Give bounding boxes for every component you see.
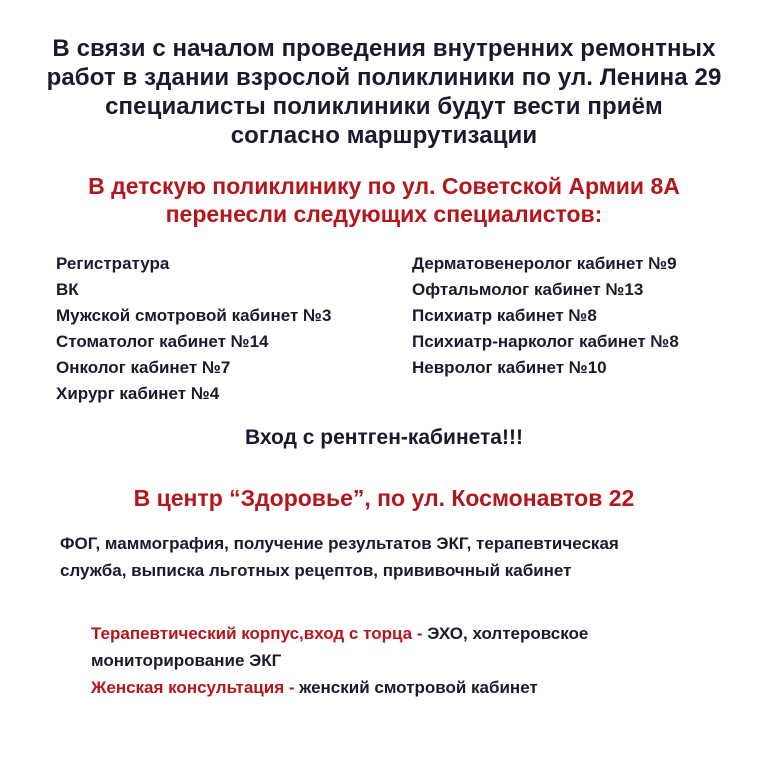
specialist-item: Офтальмолог кабинет №13 <box>412 280 644 299</box>
services-line-2: служба, выписка льготных рецептов, прививочный кабинет <box>60 561 572 580</box>
specialist-item: Дерматовенеролог кабинет №9 <box>412 254 677 273</box>
health-center-services <box>60 530 619 584</box>
children-clinic-heading <box>0 172 768 228</box>
therapy-building-label: Терапевтический корпус,вход с торца - <box>91 624 428 643</box>
specialist-item: ВК <box>56 280 79 299</box>
womens-consultation-note <box>91 674 588 701</box>
womens-consultation-text: женский смотровой кабинет <box>299 678 538 697</box>
children-clinic-heading-line-2: перенесли следующих специалистов: <box>165 201 603 227</box>
headline-line-4: согласно маршрутизации <box>230 122 538 149</box>
specialist-item: Психиатр-нарколог кабинет №8 <box>412 332 679 351</box>
specialist-item: Стоматолог кабинет №14 <box>56 332 269 351</box>
specialist-item: Психиатр кабинет №8 <box>412 306 597 325</box>
womens-consultation-label: Женская консультация - <box>91 678 300 697</box>
specialist-item: Мужской смотровой кабинет №3 <box>56 306 332 325</box>
therapy-building-note-continued: мониторирование ЭКГ <box>91 651 282 670</box>
specialists-list-right <box>412 251 679 381</box>
health-center-heading-text: В центр “Здоровье”, по ул. Космонавтов 22 <box>133 485 635 511</box>
specialist-item: Регистратура <box>56 254 170 273</box>
specialist-item: Хирург кабинет №4 <box>56 384 220 403</box>
entrance-note: Вход с рентген-кабинета!!! <box>245 426 523 449</box>
additional-notes <box>91 620 588 701</box>
specialists-list-left <box>56 251 331 407</box>
specialist-item: Невролог кабинет №10 <box>412 358 607 377</box>
specialist-item: Онколог кабинет №7 <box>56 358 231 377</box>
headline-line-2: работ в здании взрослой поликлиники по ул. Ленина 29 <box>46 64 722 91</box>
children-clinic-heading-line-1: В детскую поликлинику по ул. Советской Армии 8А <box>88 173 680 199</box>
health-center-heading <box>0 484 768 512</box>
therapy-building-text: ЭХО, холтеровское <box>427 624 589 643</box>
announcement-headline <box>0 34 768 150</box>
therapy-building-note <box>91 620 588 647</box>
headline-line-3: специалисты поликлиники будут вести приём <box>105 93 663 120</box>
headline-line-1: В связи с началом проведения внутренних ремонтных <box>52 35 716 62</box>
services-line-1: ФОГ, маммография, получение результатов ЭКГ, терапевтическая <box>60 534 619 553</box>
